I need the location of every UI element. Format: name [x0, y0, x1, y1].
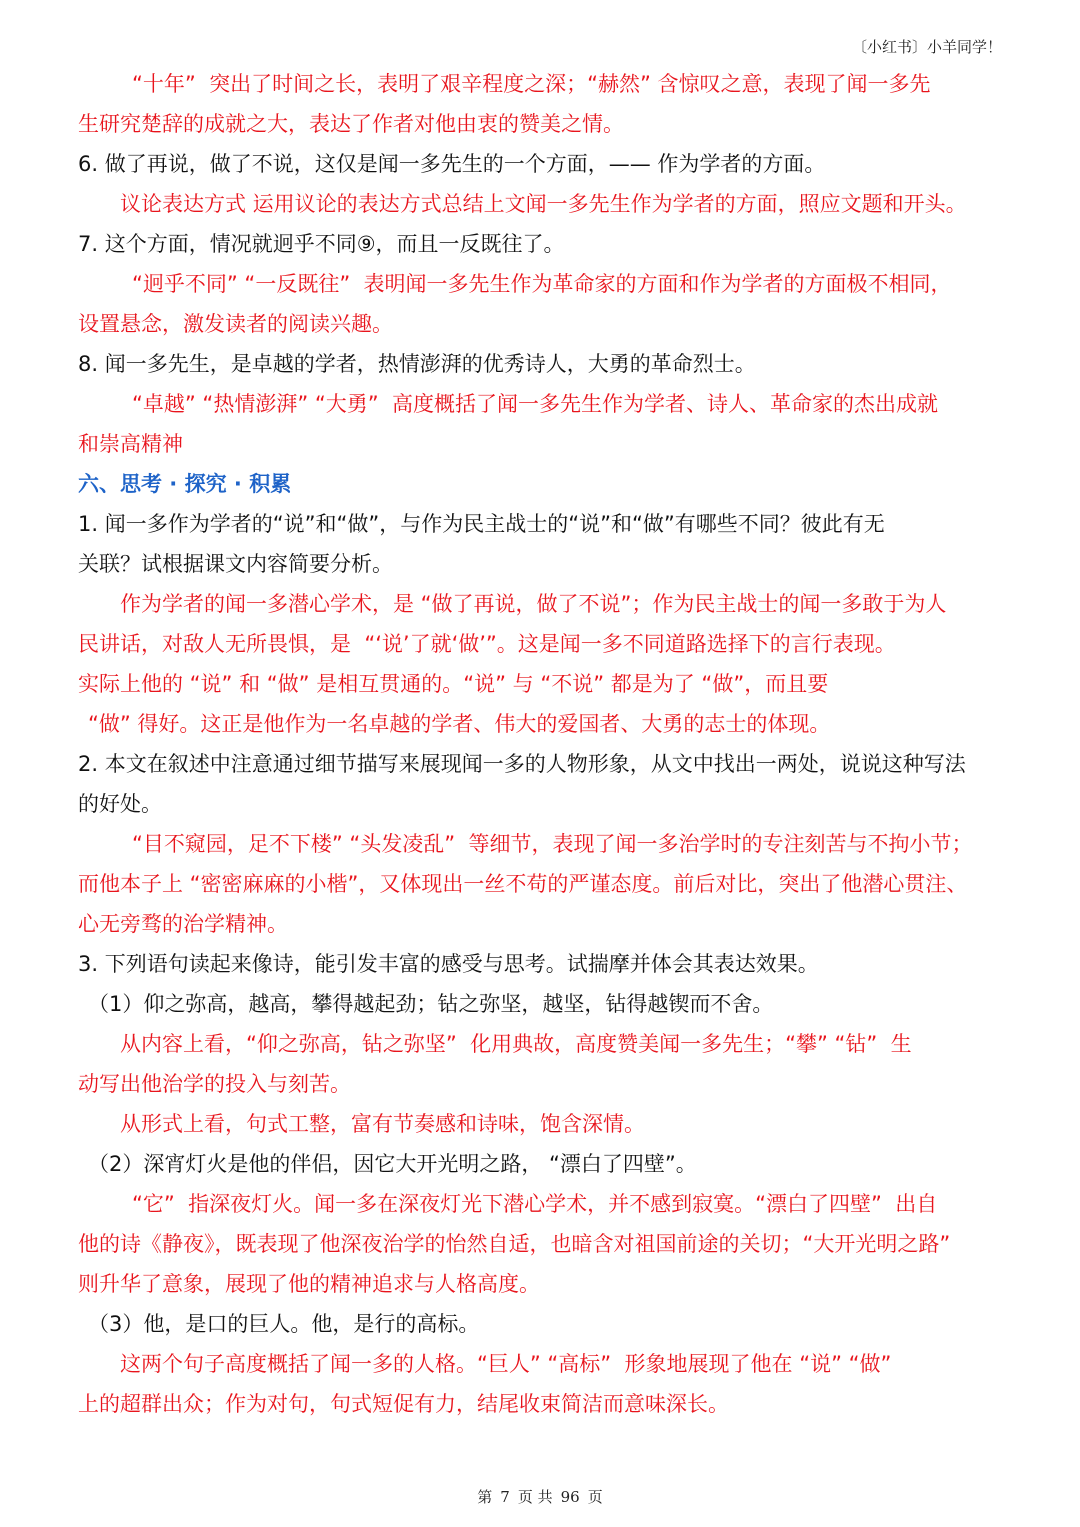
answer-line: 则升华了意象，展现了他的精神追求与人格高度。: [78, 1272, 540, 1296]
source-tag: 〔小红书〕小羊同学！: [851, 38, 1002, 56]
footer-prefix: 第: [477, 1488, 493, 1506]
footer-total-pages: 96: [560, 1488, 580, 1506]
section-heading: 六、思考 · 探究 · 积累: [78, 472, 292, 496]
question-line: （2）深宵灯火是他的伴侣，因它大开光明之路， “漂白了四壁”。: [88, 1152, 697, 1176]
answer-line: 他的诗《静夜》，既表现了他深夜治学的怡然自适，也暗含对祖国前途的关切；“大开光明之路”: [78, 1232, 951, 1256]
answer-line: 生研究楚辞的成就之大，表达了作者对他由衷的赞美之情。: [78, 112, 624, 136]
question-line: 6. 做了再说，做了不说，这仅是闻一多先生的一个方面，—— 作为学者的方面。: [78, 152, 826, 176]
answer-line: “卓越” “热情澎湃” “大勇” 高度概括了闻一多先生作为学者、诗人、革命家的杰出成就: [132, 392, 938, 416]
answer-line: 作为学者的闻一多潜心学术，是 “做了再说，做了不说”；作为民主战士的闻一多敢于为人: [120, 592, 947, 616]
answer-line: “它” 指深夜灯火。闻一多在深夜灯光下潜心学术，并不感到寂寞。“漂白了四壁” 出自: [132, 1192, 938, 1216]
answer-line: 议论表达方式 运用议论的表达方式总结上文闻一多先生作为学者的方面，照应文题和开头。: [120, 192, 967, 216]
answer-line: “迥乎不同” “一反既往” 表明闻一多先生作为革命家的方面和作为学者的方面极不相同，: [132, 272, 952, 296]
question-line: 3. 下列语句读起来像诗，能引发丰富的感受与思考。试揣摩并体会其表达效果。: [78, 952, 819, 976]
answer-line: 而他本子上 “密密麻麻的小楷”，又体现出一丝不苟的严谨态度。前后对比，突出了他潜心贯注、: [78, 872, 968, 896]
answer-line: 上的超群出众；作为对句，句式短促有力，结尾收束简洁而意味深长。: [78, 1392, 729, 1416]
answer-line: 设置悬念，激发读者的阅读兴趣。: [78, 312, 393, 336]
question-line: 8. 闻一多先生，是卓越的学者，热情澎湃的优秀诗人，大勇的革命烈士。: [78, 352, 756, 376]
answer-line: “目不窥园，足不下楼” “头发凌乱” 等细节，表现了闻一多治学时的专注刻苦与不拘小节；: [132, 832, 973, 856]
answer-line: 民讲话，对敌人无所畏惧，是 “‘说’了就‘做’”。这是闻一多不同道路选择下的言行表现。: [78, 632, 896, 656]
question-line: 7. 这个方面，情况就迥乎不同⑨，而且一反既往了。: [78, 232, 565, 256]
answer-line: 从内容上看，“仰之弥高，钻之弥坚” 化用典故，高度赞美闻一多先生；“攀” “钻” 生: [120, 1032, 912, 1056]
question-line: 1. 闻一多作为学者的“说”和“做”，与作为民主战士的“说”和“做”有哪些不同？彼此有无: [78, 512, 885, 536]
question-line: 的好处。: [78, 792, 162, 816]
question-line: （3）他，是口的巨人。他，是行的高标。: [88, 1312, 480, 1336]
question-line: 2. 本文在叙述中注意通过细节描写来展现闻一多的人物形象，从文中找出一两处，说说这种写法: [78, 752, 966, 776]
answer-line: 从形式上看，句式工整，富有节奏感和诗味，饱含深情。: [120, 1112, 645, 1136]
answer-line: “十年” 突出了时间之长，表明了艰辛程度之深；“赫然” 含惊叹之意，表现了闻一多先: [132, 72, 931, 96]
answer-line: 心无旁骛的治学精神。: [78, 912, 288, 936]
question-line: （1）仰之弥高，越高，攀得越起劲；钻之弥坚，越坚，钻得越锲而不舍。: [88, 992, 774, 1016]
footer-page-number: 7: [500, 1488, 510, 1506]
answer-line: “做” 得好。这正是他作为一名卓越的学者、伟大的爱国者、大勇的志士的体现。: [88, 712, 831, 736]
footer-middle: 页 共: [517, 1488, 553, 1506]
footer-suffix: 页: [587, 1488, 603, 1506]
answer-line: 动写出他治学的投入与刻苦。: [78, 1072, 351, 1096]
answer-line: 和崇高精神: [78, 432, 183, 456]
question-line: 关联？试根据课文内容简要分析。: [78, 552, 393, 576]
page-footer: [0, 1486, 1080, 1507]
answer-line: 这两个句子高度概括了闻一多的人格。“巨人” “高标” 形象地展现了他在 “说” “做”: [120, 1352, 892, 1376]
document-body: [78, 64, 1008, 1424]
answer-line: 实际上他的 “说” 和 “做” 是相互贯通的。“说” 与 “不说” 都是为了 “做”，而且要: [78, 672, 829, 696]
